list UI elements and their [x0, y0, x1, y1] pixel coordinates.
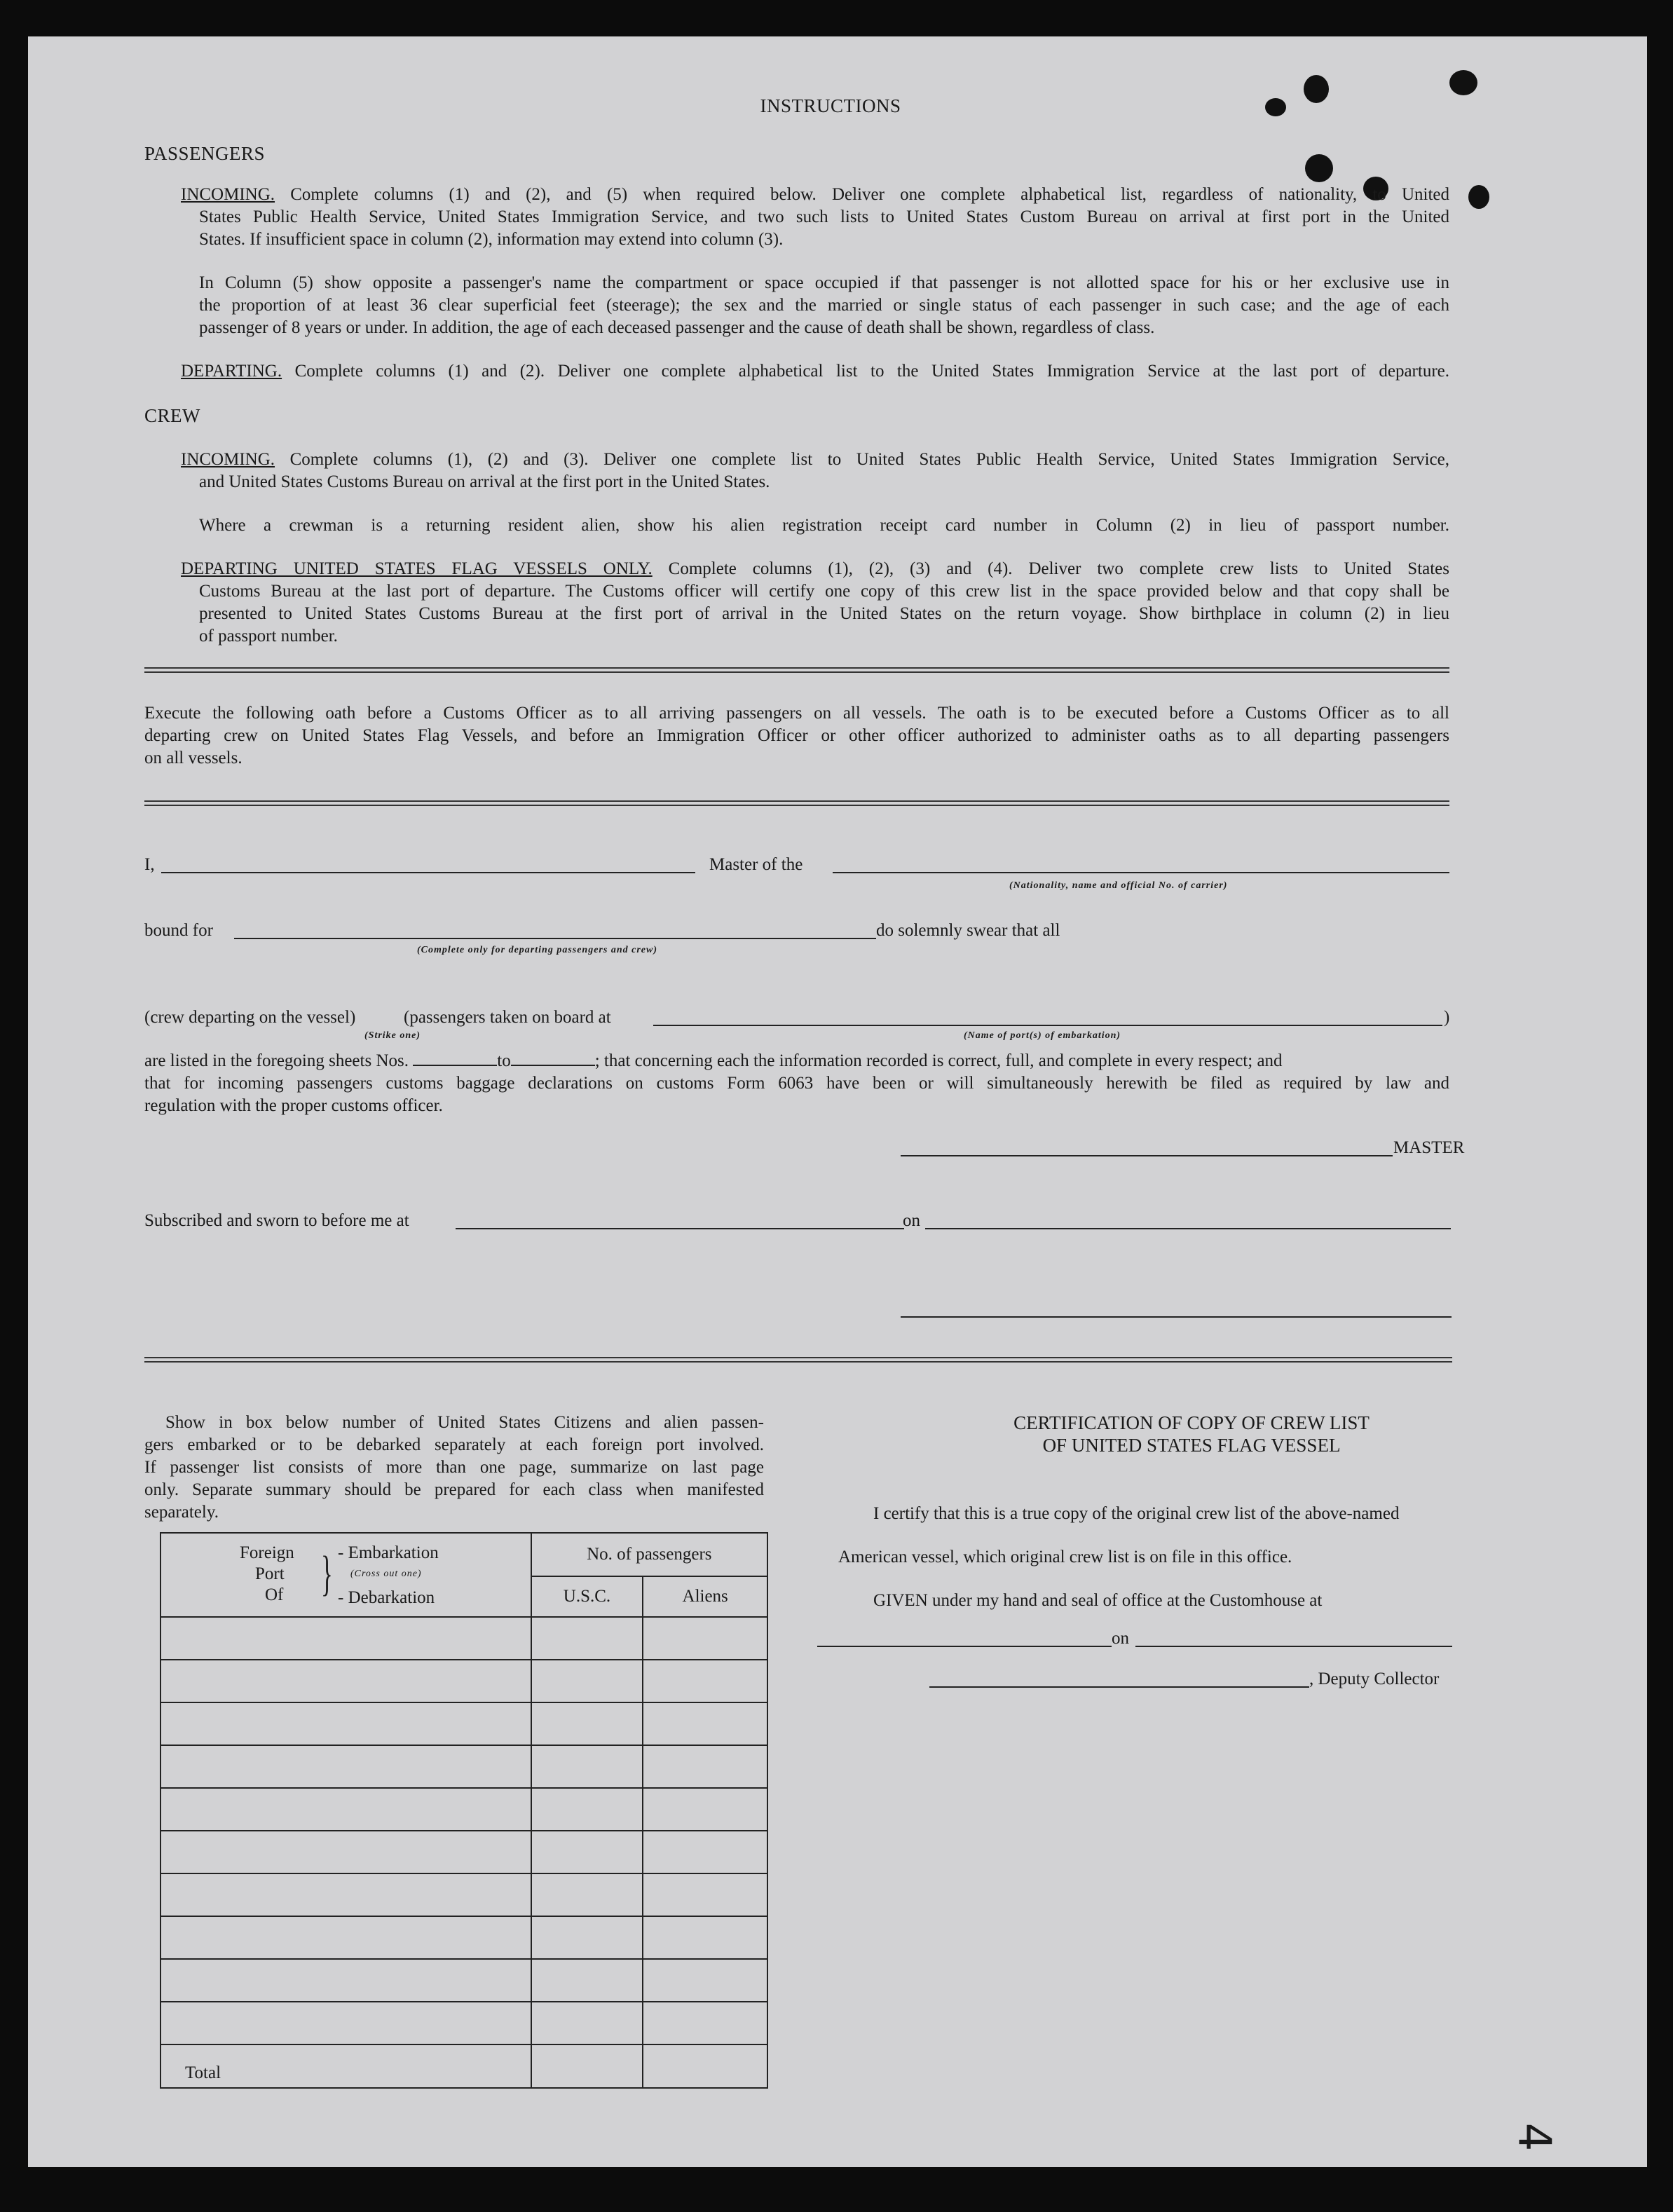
usc-cell[interactable]: [531, 1959, 643, 2002]
usc-cell[interactable]: [531, 1745, 643, 1788]
aliens-cell[interactable]: [643, 2002, 767, 2044]
port-cell[interactable]: [161, 1745, 531, 1788]
oath-line3: regulation with the proper customs officer.: [144, 1096, 443, 1115]
crew-heading: CREW: [144, 405, 200, 426]
crew-departing-option: (crew departing on the vessel): [144, 1008, 356, 1027]
port-cell[interactable]: [161, 1873, 531, 1916]
certify-line1: I certify that this is a true copy of the original crew list of the above-named: [873, 1504, 1400, 1523]
port-cell[interactable]: [161, 1617, 531, 1660]
column5-line2: the proportion of at least 36 clear superficial feet (steerage); the sex and the married or single status of each passenger in such case; and the age of each: [199, 296, 1449, 315]
passengers-incoming-line3: States. If insufficient space in column (2), information may extend into column (3).: [199, 230, 784, 249]
usc-header: U.S.C.: [531, 1576, 643, 1617]
carrier-note: (Nationality, name and official No. of carrier): [1009, 880, 1228, 891]
bracket-icon: }: [321, 1547, 333, 1601]
departing-label: DEPARTING.: [181, 362, 282, 381]
usc-cell[interactable]: [531, 1831, 643, 1873]
column5-line3: passenger of 8 years or under. In addition, the age of each deceased passenger and the cause of death shall be shown, regardless of class.: [199, 318, 1155, 337]
crew-incoming-line2: and United States Customs Bureau on arrival at the first port in the United States.: [199, 472, 770, 491]
passengers-taken-option: (passengers taken on board at: [404, 1008, 611, 1027]
port-label: Port: [255, 1564, 285, 1583]
to-label: to: [497, 1051, 511, 1070]
foreign-label: Foreign: [240, 1543, 294, 1562]
sworn-place-field[interactable]: [456, 1228, 904, 1229]
listed-a: are listed in the foregoing sheets Nos.: [144, 1051, 409, 1070]
master-label: MASTER: [1393, 1138, 1465, 1157]
listed-b: ; that concerning each the information recorded is correct, full, and complete in every respect; and: [594, 1051, 1283, 1070]
ports-field[interactable]: [653, 1025, 1442, 1026]
usc-cell[interactable]: [531, 1660, 643, 1702]
cross-out-note: (Cross out one): [350, 1569, 422, 1579]
usc-cell[interactable]: [531, 1916, 643, 1959]
sworn-date-field[interactable]: [925, 1228, 1451, 1229]
oath-line2: that for incoming passengers customs baggage declarations on customs Form 6063 have been or will simultaneously herewith be filed as required by law and: [144, 1074, 1449, 1093]
certify-line3: GIVEN under my hand and seal of office at the Customhouse at: [873, 1591, 1323, 1610]
port-cell[interactable]: [161, 1660, 531, 1702]
aliens-header: Aliens: [643, 1576, 767, 1617]
passengers-incoming-line1: [181, 184, 1449, 206]
aliens-cell[interactable]: [643, 1873, 767, 1916]
cert-date-field[interactable]: [1135, 1646, 1452, 1647]
port-cell[interactable]: [161, 1916, 531, 1959]
cert-on-label: on: [1112, 1629, 1129, 1648]
oath-intro-line2: departing crew on United States Flag Vessels, and before an Immigration Officer or other officer authorized to administer oaths as to all departing passengers: [144, 726, 1449, 745]
departing-text: Complete columns (1) and (2). Deliver one complete alphabetical list to the United States Immigration Service at the last port of departure.: [294, 362, 1449, 381]
master-signature-field[interactable]: [901, 1155, 1393, 1156]
crew-flag-line1: [181, 558, 1449, 580]
aliens-cell[interactable]: [643, 1959, 767, 2002]
corner-mark: 4: [1508, 2122, 1560, 2152]
bound-for-label: bound for: [144, 921, 213, 940]
close-paren: ): [1444, 1008, 1450, 1027]
usc-cell[interactable]: [531, 1788, 643, 1831]
page-title: INSTRUCTIONS: [760, 95, 901, 116]
aliens-cell[interactable]: [643, 1745, 767, 1788]
certification-title1: CERTIFICATION OF COPY OF CREW LIST: [1013, 1412, 1370, 1433]
total-label: Total: [161, 2044, 531, 2088]
crew-resident-line: Where a crewman is a returning resident alien, show his alien registration receipt card number in Column (2) in lieu of passport number.: [199, 516, 1449, 535]
summary-line1: Show in box below number of United States Citizens and alien passen-: [165, 1413, 764, 1432]
port-cell[interactable]: [161, 1831, 531, 1873]
passengers-heading: PASSENGERS: [144, 143, 266, 164]
officer-signature-field[interactable]: [901, 1316, 1452, 1318]
passengers-departing: [181, 360, 1449, 383]
master-of-label: Master of the: [709, 855, 803, 874]
aliens-cell[interactable]: [643, 1831, 767, 1873]
incoming-label: INCOMING.: [181, 185, 275, 204]
sworn-on-label: on: [903, 1211, 920, 1230]
crew-flag-line2: Customs Bureau at the last port of departure. The Customs officer will certify one copy of this crew list in the space provided below and that copy shall be: [199, 582, 1449, 601]
crew-flag-line3: presented to United States Customs Bureau at the first port of arrival in the United States on the return voyage. Show birthplace in column (2) in lieu: [199, 604, 1449, 623]
swear-label: do solemnly swear that all: [876, 921, 1060, 940]
summary-line4: only. Separate summary should be prepared for each class when manifested: [144, 1480, 764, 1499]
oath-intro-line1: Execute the following oath before a Customs Officer as to all arriving passengers on all vessels. The oath is to be executed before a Customs Officer as to all: [144, 704, 1449, 723]
aliens-cell[interactable]: [643, 1916, 767, 1959]
port-cell[interactable]: [161, 1959, 531, 2002]
of-label: Of: [265, 1585, 284, 1604]
crew-flag-line4: of passport number.: [199, 627, 338, 646]
aliens-cell[interactable]: [643, 1702, 767, 1745]
subscribed-label: Subscribed and sworn to before me at: [144, 1211, 409, 1230]
usc-cell[interactable]: [531, 1702, 643, 1745]
summary-line3: If passenger list consists of more than one page, summarize on last page: [144, 1458, 764, 1477]
aliens-cell[interactable]: [643, 1788, 767, 1831]
bound-for-field[interactable]: [234, 938, 876, 939]
ink-blot: [1449, 70, 1477, 95]
port-header-cell: [161, 1533, 531, 1617]
section-divider: [144, 800, 1449, 806]
flag-vessels-text: Complete columns (1), (2), (3) and (4). Deliver two complete crew lists to United States: [668, 559, 1450, 578]
usc-cell[interactable]: [531, 1873, 643, 1916]
usc-total-cell[interactable]: [531, 2044, 643, 2088]
oath-intro-line3: on all vessels.: [144, 749, 243, 767]
certify-line2: American vessel, which original crew list is on file in this office.: [838, 1548, 1292, 1566]
departing-note: (Complete only for departing passengers and crew): [417, 945, 657, 955]
carrier-field[interactable]: [833, 872, 1449, 873]
summary-line5: separately.: [144, 1503, 219, 1522]
passenger-summary-table: [160, 1532, 768, 2089]
ink-blot: [1305, 154, 1333, 182]
crew-incoming-label: INCOMING.: [181, 450, 275, 469]
customhouse-field[interactable]: [817, 1646, 1112, 1647]
section-divider: [144, 1357, 1452, 1363]
port-cell[interactable]: [161, 1702, 531, 1745]
deputy-signature-field[interactable]: [929, 1686, 1309, 1688]
sheet-to-field[interactable]: [511, 1051, 595, 1066]
usc-cell[interactable]: [531, 2002, 643, 2044]
sheet-from-field[interactable]: [413, 1051, 497, 1066]
summary-line2: gers embarked or to be debarked separately at each foreign port involved.: [144, 1435, 764, 1454]
section-divider: [144, 667, 1449, 673]
deputy-collector-label: , Deputy Collector: [1309, 1670, 1440, 1688]
incoming-text: Complete columns (1) and (2), and (5) when required below. Deliver one complete alphabetical list, regardless of nationality, to United: [290, 185, 1450, 204]
ink-blot: [1468, 185, 1489, 209]
certification-title2: OF UNITED STATES FLAG VESSEL: [1042, 1435, 1341, 1456]
crew-incoming-text: Complete columns (1), (2) and (3). Deliver one complete list to United States Public Health Service, United States Immigration Service,: [289, 450, 1449, 469]
oath-i-label: I,: [144, 855, 155, 874]
aliens-cell[interactable]: [643, 1660, 767, 1702]
embarkation-option[interactable]: - Embarkation: [338, 1543, 439, 1562]
ports-note: (Name of port(s) of embarkation): [964, 1030, 1121, 1041]
usc-cell[interactable]: [531, 1617, 643, 1660]
flag-vessels-label: DEPARTING UNITED STATES FLAG VESSELS ONLY.: [181, 559, 653, 578]
no-passengers-header: No. of passengers: [531, 1533, 767, 1576]
port-cell[interactable]: [161, 2002, 531, 2044]
crew-incoming-line1: [181, 449, 1449, 471]
strike-note: (Strike one): [364, 1030, 421, 1041]
aliens-cell[interactable]: [643, 1617, 767, 1660]
port-cell[interactable]: [161, 1788, 531, 1831]
column5-line1: In Column (5) show opposite a passenger's name the compartment or space occupied if that passenger is not allotted space for his or her exclusive use in: [199, 273, 1449, 292]
listed-line1: [144, 1050, 1455, 1072]
debarkation-option[interactable]: - Debarkation: [338, 1588, 435, 1607]
master-name-field[interactable]: [161, 872, 695, 873]
aliens-total-cell[interactable]: [643, 2044, 767, 2088]
form-page: [28, 36, 1647, 2167]
passengers-incoming-line2: States Public Health Service, United States Immigration Service, and two such lists to United States Custom Bureau on arrival at first port in the United: [199, 207, 1449, 226]
